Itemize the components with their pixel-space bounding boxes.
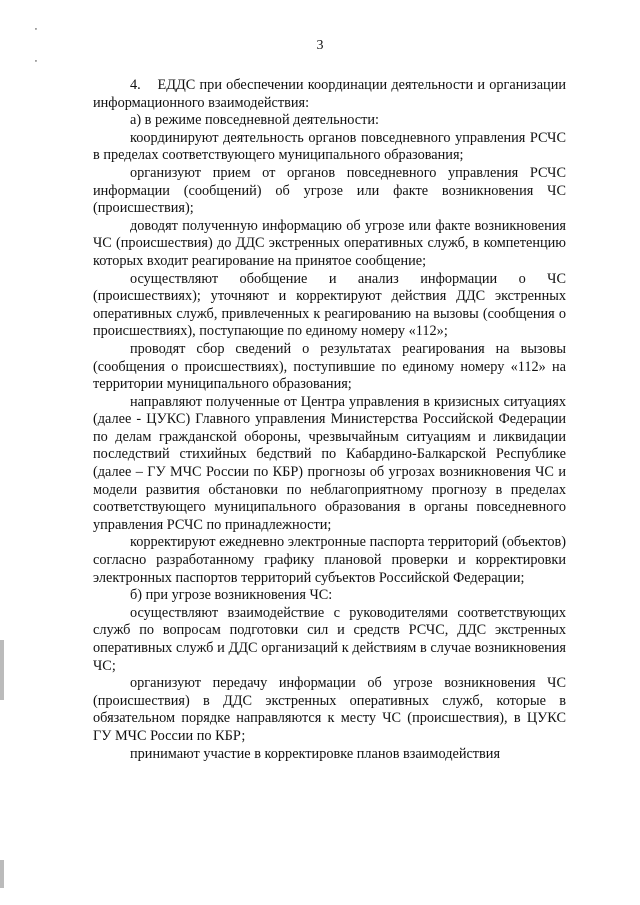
scan-edge [0, 860, 4, 888]
scan-edge [0, 640, 4, 700]
paragraph: направляют полученные от Центра управления в кризисных ситуациях (далее - ЦУКС) Главного управления Министерства Российской Федерации по делам гражданской обороны, чрезвычайным ситуациям и ликвидации последствий стихийных бедствий по Кабардино-Балкарской Республике (далее – ГУ МЧС России по КБР) прогнозы об угрозах возникновения ЧС и модели развития обстановки по неблагоприятному прогнозу в пределах соответствующего муниципального образования в органы повседневного управления РСЧС по принадлежности; [93, 393, 566, 533]
paragraph: принимают участие в корректировке планов взаимодействия [130, 745, 501, 762]
paragraph: организуют прием от органов повседневного управления РСЧС информации (сообщений) об угрозе или факте возникновения ЧС (происшествия); [93, 164, 566, 217]
paragraph: б) при угрозе возникновения ЧС: [130, 587, 333, 604]
scan-mark: ٠ [33, 55, 39, 67]
paragraph: доводят полученную информацию об угрозе или факте возникновения ЧС (происшествия) до ДДС экстренных оперативных служб, в компетенцию которых входит реагирование на принятое сообщение; [93, 217, 566, 269]
paragraph: координируют деятельность органов повседневного управления РСЧС в пределах соответствующего муниципального образования; [93, 129, 566, 164]
paragraph: корректируют ежедневно электронные паспорта территорий (объектов) согласно разработанному графику плановой проверки и корректировки электронных паспортов территорий субъектов Российской Федерации; [93, 534, 566, 586]
scan-mark: ٠ [33, 23, 39, 35]
paragraph: а) в режиме повседневной деятельности: [130, 112, 380, 129]
paragraph: организуют передачу информации об угрозе возникновения ЧС (происшествия) в ДДС экстренных оперативных служб, которые в обязательном порядке направляются к месту ЧС (происшествия), в ЦУКС ГУ МЧС России по КБР; [93, 675, 566, 744]
paragraph: проводят сбор сведений о результатах реагирования на вызовы (сообщения о происшествиях), поступившие по единому номеру «112» на территории муниципального образования; [93, 340, 566, 393]
paragraph: осуществляют обобщение и анализ информации о ЧС (происшествиях); уточняют и корректируют действия ДДС экстренных оперативных служб, привлеченных к реагированию на вызовы (сообщения о происшествиях), поступающие по единому номеру «112»; [93, 270, 566, 340]
page-number: 3 [316, 38, 324, 53]
paragraph: осуществляют взаимодействие с руководителями соответствующих служб по вопросам подготовки сил и средств РСЧС, ДДС экстренных оперативных служб и ДДС организаций к действиям в случае возникновения ЧС; [93, 604, 566, 674]
document-body [93, 77, 566, 763]
paragraph: 4. ЕДДС при обеспечении координации деятельности и организации информационного взаимодействия: [93, 77, 566, 111]
